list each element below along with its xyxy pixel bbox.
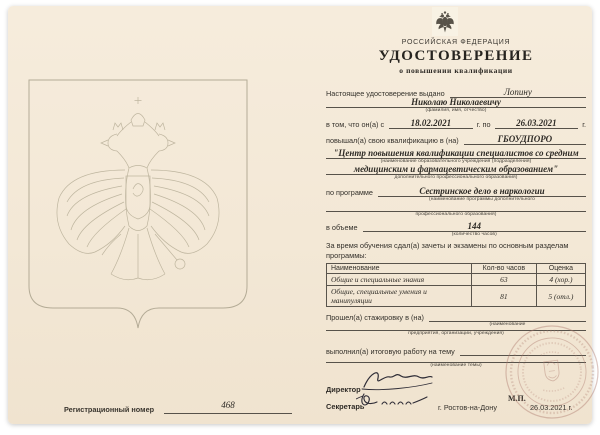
name-caption: (фамилия, имя, отчество)	[425, 108, 487, 113]
seal-place-text: М.П.	[508, 394, 526, 403]
volume-value: 144	[467, 221, 482, 231]
table-cell-grade: 4 (хор.)	[536, 274, 585, 286]
table-row	[327, 286, 586, 307]
table-cell-hours: 63	[472, 274, 537, 286]
table-cell-name: Общие, специальные умения и манипуляции	[327, 286, 472, 307]
institution-line-1	[326, 148, 586, 164]
period-label: в том, что он(а) с	[326, 119, 385, 129]
programme-line	[378, 186, 586, 202]
certificate-title: УДОСТОВЕРЕНИЕ	[378, 48, 534, 64]
certificate-page	[8, 6, 592, 424]
institution-line-2	[326, 164, 586, 180]
thesis-label: выполнил(а) итоговую работу на тему	[326, 346, 455, 356]
shield-eagle-icon	[25, 76, 251, 340]
date-label: 26.03.2021 г.	[530, 403, 573, 412]
period-to-value: 26.03.2021	[516, 118, 557, 128]
qualification-label: повышал(а) свою квалификацию в (на)	[326, 135, 459, 145]
issued-label: Настоящее удостоверение выдано	[326, 88, 445, 98]
city-label: г. Ростов-на-Дону	[438, 403, 497, 412]
programme-row-2	[326, 203, 586, 217]
country-label: РОССИЙСКАЯ ФЕДЕРАЦИЯ	[401, 39, 511, 46]
volume-row	[326, 219, 586, 237]
period-mid-label: г. по	[476, 120, 491, 129]
registration-label: Регистрационный номер	[64, 404, 155, 414]
programme-caption-2: профессионального образования)	[415, 212, 497, 217]
programme-line-2	[326, 211, 586, 217]
programme-caption-1: (наименование программы дополнительного	[429, 197, 535, 202]
internship-row	[326, 309, 586, 327]
name-row	[326, 95, 586, 113]
table-cell-hours: 81	[472, 286, 537, 307]
period-from-line	[389, 118, 473, 129]
issued-value: Лопину	[503, 87, 532, 97]
institution-row-1	[326, 146, 586, 164]
coat-of-arms-watermark	[25, 76, 251, 340]
round-seal-stamp	[497, 317, 600, 426]
certificate-subtitle: о повышении квалификации	[399, 66, 513, 75]
director-signature	[360, 367, 436, 393]
table-header-hours: Кол-во часов	[472, 264, 537, 274]
volume-caption: (количество часов)	[451, 232, 497, 237]
table-cell-name: Общие и специальные знания	[327, 274, 472, 286]
internship-caption-2: предприятия, организации, учреждения)	[408, 331, 504, 336]
exams-paragraph: За время обучения сдал(а) зачеты и экзамены по основным разделам программы:	[326, 241, 569, 261]
qualification-row	[326, 132, 586, 145]
internship-caption-1: (наименование	[489, 322, 526, 327]
period-from-value: 18.02.2021	[410, 118, 452, 128]
institution-caption-1: (наименование образовательного учреждения (подразделения)	[380, 159, 532, 164]
table-header-grade: Оценка	[536, 264, 585, 274]
programme-row	[326, 184, 586, 202]
director-label: Директор	[326, 385, 361, 394]
name-line	[326, 97, 586, 113]
registration-number-row	[64, 396, 292, 414]
period-row	[326, 116, 586, 129]
qualification-line	[464, 134, 586, 145]
institution-row-2	[326, 162, 586, 180]
internship-label: Прошел(а) стажировку в (на)	[326, 312, 424, 322]
volume-label: в объеме	[326, 222, 358, 232]
table-row	[327, 274, 586, 286]
institution-caption-2: дополнительного профессионального образования)	[394, 175, 518, 180]
table-header-row	[327, 264, 586, 274]
registration-number-line	[164, 396, 292, 414]
volume-line	[363, 221, 586, 237]
qualification-value: ГБОУДПОРО	[497, 134, 553, 144]
thesis-caption: (наименование темы)	[430, 363, 482, 368]
table-cell-grade: 5 (отл.)	[536, 286, 585, 307]
programme-value: Сестринское дело в наркологии	[419, 186, 545, 196]
institution-value-1: "Центр повышения квалификации специалистов со средним	[333, 148, 579, 158]
exams-table	[326, 263, 586, 307]
name-value: Николаю Николаевичу	[411, 97, 501, 107]
programme-label: по программе	[326, 187, 373, 197]
table-header-name: Наименование	[327, 264, 472, 274]
period-suffix-label: г.	[582, 120, 586, 129]
secretary-label: Секретарь	[326, 402, 365, 411]
registration-number-value: 468	[221, 400, 235, 410]
period-to-line	[495, 118, 579, 129]
institution-value-2: медицинским и фармацевтическим образованием"	[353, 164, 559, 174]
